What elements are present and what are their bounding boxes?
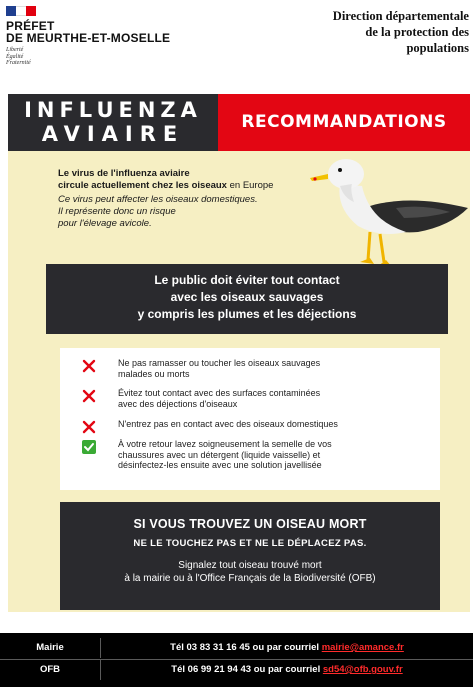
reco-1-line2: malades ou morts <box>118 368 190 379</box>
intro-text <box>58 168 328 230</box>
marianne-flag-icon <box>6 6 36 16</box>
prefet-line2: DE MEURTHE-ET-MOSELLE <box>6 31 171 45</box>
intro-line3b: peut affecter les oiseaux domestiques. <box>95 194 258 205</box>
signal-line1: Signalez tout oiseau trouvé mort <box>178 560 322 571</box>
contact-phone-mairie: Tél 03 83 31 16 45 ou par courriel <box>170 642 322 653</box>
public-warning-line2: avec les oiseaux sauvages <box>170 290 324 304</box>
prefet-line1: PRÉFET <box>6 19 55 33</box>
cross-icon <box>82 420 96 434</box>
reco-2-line2: avec des déjections d'oiseaux <box>118 398 238 409</box>
intro-line1: Le virus de l'influenza aviaire <box>58 168 190 179</box>
dead-bird-box <box>60 502 440 610</box>
reco-text-1 <box>118 358 430 379</box>
cross-icon <box>82 389 96 403</box>
direction-line1: Direction départementale <box>332 9 469 23</box>
intro-line4: Il représente donc un risque <box>58 206 176 217</box>
intro-line2b: en Europe <box>229 180 274 191</box>
seagull-illustration <box>300 146 470 274</box>
page-header <box>0 0 473 92</box>
poster-title <box>8 94 218 151</box>
dead-bird-signal <box>60 559 440 585</box>
email-link-ofb[interactable]: sd54@ofb.gouv.fr <box>322 664 403 675</box>
reco-4-line2: chaussures avec un détergent (liquide vaisselle) et <box>118 449 321 460</box>
dead-bird-subtitle: NE LE TOUCHEZ PAS ET NE LE DÉPLACEZ PAS. <box>133 538 367 549</box>
check-icon <box>82 440 96 454</box>
prefet-title <box>6 20 176 44</box>
contact-value-ofb <box>101 660 473 680</box>
signal-line2 <box>60 572 440 585</box>
title-aviaire: AVIAIRE <box>41 122 185 146</box>
reco-text-2 <box>118 388 430 409</box>
contact-phone-ofb: Tél 06 99 21 94 43 ou par courriel <box>171 664 323 675</box>
intro-line2 <box>58 180 328 192</box>
poster-title-band <box>8 94 470 151</box>
reco-3-line1: N'entrez pas en contact avec des oiseaux domestiques <box>118 419 338 429</box>
direction-line3: populations <box>406 41 469 55</box>
signal-line2b: ou à l'Office Français de la Biodiversité (OFB) <box>173 573 376 584</box>
public-warning-box <box>46 264 448 334</box>
contact-table <box>0 633 473 687</box>
table-row <box>0 638 473 658</box>
intro-line3a: Ce virus <box>58 194 93 205</box>
reco-text-4 <box>118 439 430 471</box>
prefet-logo <box>6 6 176 67</box>
avian-flu-poster <box>8 94 470 612</box>
reco-2-line1: Évitez tout contact avec des surfaces contaminées <box>118 388 321 398</box>
table-row <box>0 659 473 679</box>
recommandations-banner: RECOMMANDATIONS <box>218 94 470 151</box>
title-influenza: INFLUENZA <box>24 98 202 122</box>
republic-motto <box>6 47 176 67</box>
dead-bird-title: SI VOUS TROUVEZ UN OISEAU MORT <box>133 517 367 531</box>
direction-line2: de la protection des <box>365 25 469 39</box>
reco-text-3 <box>118 419 430 430</box>
motto-liberte: Liberté <box>6 47 24 53</box>
reco-4-line1: À votre retour lavez soigneusement la semelle de vos <box>118 439 332 449</box>
direction-title <box>259 8 469 56</box>
intro-line5: pour l'élevage avicole. <box>58 218 152 229</box>
motto-egalite: Égalité <box>6 53 24 60</box>
reco-4-line3: désinfectez-les ensuite avec une solution javellisée <box>118 460 322 470</box>
cross-icon <box>82 359 96 373</box>
intro-line2a: circule actuellement chez les oiseaux <box>58 180 227 191</box>
public-warning-line1: Le public doit éviter tout contact <box>154 273 340 287</box>
email-link-mairie[interactable]: mairie@amance.fr <box>321 642 404 653</box>
contact-label-ofb: OFB <box>39 664 61 675</box>
recommendations-list <box>60 348 440 490</box>
public-warning-line3: y compris les plumes et les déjections <box>137 307 357 321</box>
contact-value-mairie <box>101 638 473 658</box>
signal-line2a: à la mairie <box>124 573 171 584</box>
motto-fraternite: Fraternité <box>6 60 31 66</box>
contact-label-mairie: Mairie <box>36 642 64 653</box>
reco-1-line1: Ne pas ramasser ou toucher les oiseaux sauvages <box>118 358 321 368</box>
intro-line3 <box>58 194 328 206</box>
